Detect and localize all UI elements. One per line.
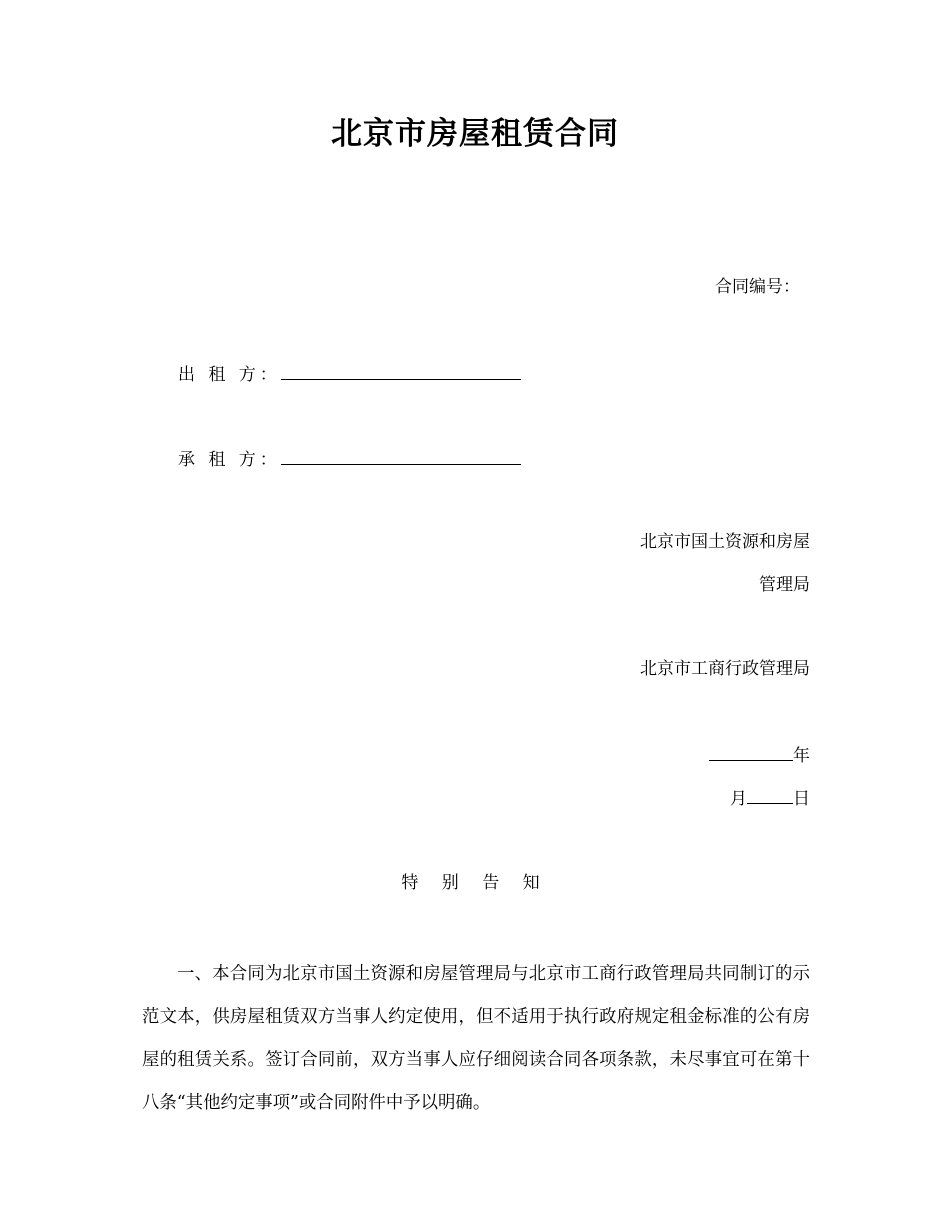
lessee-blank-field[interactable] xyxy=(281,446,521,465)
lessee-label: 承 租 方： xyxy=(178,450,281,470)
lessor-label: 出 租 方： xyxy=(178,365,281,385)
special-notice-paragraph-1: 一、本合同为北京市国土资源和房屋管理局与北京市工商行政管理局共同制订的示范文本，供房屋租赁双方当事人约定使用，但不适用于执行政府规定租金标准的公有房屋的租赁关系。签订合同前，双方当事人应仔细阅读合同各项条款，未尽事宜可在第十八条“其他约定事项”或合同附件中予以明确。 xyxy=(142,964,810,1113)
year-label: 年 xyxy=(793,746,810,766)
day-label: 日 xyxy=(793,789,810,809)
month-label: 月 xyxy=(730,789,747,809)
lessor-blank-field[interactable] xyxy=(281,361,521,380)
issuer-2: 北京市工商行政管理局 xyxy=(640,659,810,679)
year-blank-field[interactable] xyxy=(709,742,793,761)
date-month-day-line xyxy=(730,785,810,812)
day-blank-field[interactable] xyxy=(747,785,793,804)
date-year-line xyxy=(709,742,810,769)
lessor-line xyxy=(178,361,521,388)
document-title: 北京市房屋租赁合同 xyxy=(331,116,619,152)
special-notice-heading: 特 别 告 知 xyxy=(401,873,549,893)
issuer-1-line-1: 北京市国土资源和房屋 xyxy=(640,532,810,552)
lessee-line xyxy=(178,446,521,473)
contract-number-label: 合同编号： xyxy=(715,277,800,297)
issuer-1-line-2: 管理局 xyxy=(759,575,810,595)
